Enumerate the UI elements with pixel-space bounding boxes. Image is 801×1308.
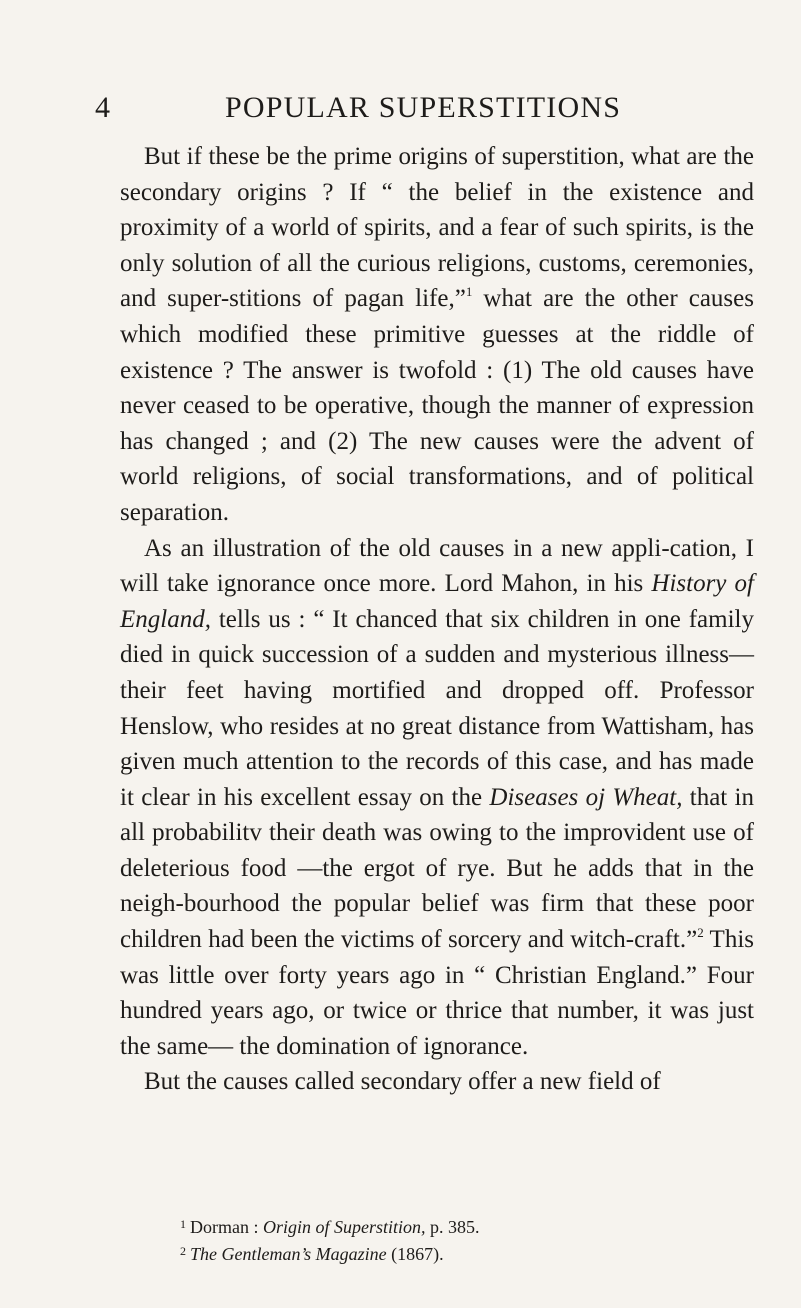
footnote-ref-1: 1 — [465, 284, 473, 300]
page-header — [0, 88, 801, 128]
book-title-history-of-england: History of England, — [120, 570, 754, 633]
running-head: POPULAR SUPERSTITIONS — [225, 91, 622, 124]
footnote-1: $^1$ Dorman : Origin of Superstition, p. 385. — [180, 1217, 480, 1237]
book-title-diseases-of-wheat: Diseases oj Wheat, — [489, 783, 683, 811]
footnote-2: $^2$ The Gentleman’s Magazine (1867). — [180, 1244, 444, 1264]
paragraph-3: But the causes called secondary offer a new field of — [144, 1068, 661, 1096]
paragraph-1: But if these be the prime origins of superstition, what are the secondary origins ? If “ the belief in the existence and proximity of a world of spirits, and a fear of such spirits, is the only solution of all the curious religions, customs, ceremonies, and super-stitions of pagan life,”$^1$ what are the other causes which modified these primitive guesses at the riddle of existence ? The answer is twofold : (1) The old causes have never ceased to be operative, though the manner of expression has changed ; and (2) The new causes were the advent of world religions, of social transformations, and of political separation. — [120, 143, 754, 526]
paragraph-2: As an illustration of the old causes in a new appli-cation, I will take ignorance once more. Lord Mahon, in his History of England, tells us : “ It chanced that six children in one family died in quick succession of a sudden and mysterious illness—their feet having mortified and dropped off. Professor Henslow, who resides at no great distance from Wattisham, has given much attention to the records of this case, and has made it clear in his excellent essay on the Diseases oj Wheat, that in all probabilitv their death was owing to the improvident use of deleterious food —the ergot of rye. But he adds that in the neigh-bourhood the popular belief was firm that these poor children had been the victims of sorcery and witch-craft.”$^2$ This was little over forty years ago in “ Christian England.” Four hundred years ago, or twice or thrice that number, it was just the same— the domination of ignorance. — [120, 534, 755, 1060]
footnotes — [180, 1212, 760, 1266]
body-text — [120, 139, 754, 1100]
page-number: 4 — [95, 91, 110, 124]
footnote-ref-2: 2 — [697, 925, 704, 941]
